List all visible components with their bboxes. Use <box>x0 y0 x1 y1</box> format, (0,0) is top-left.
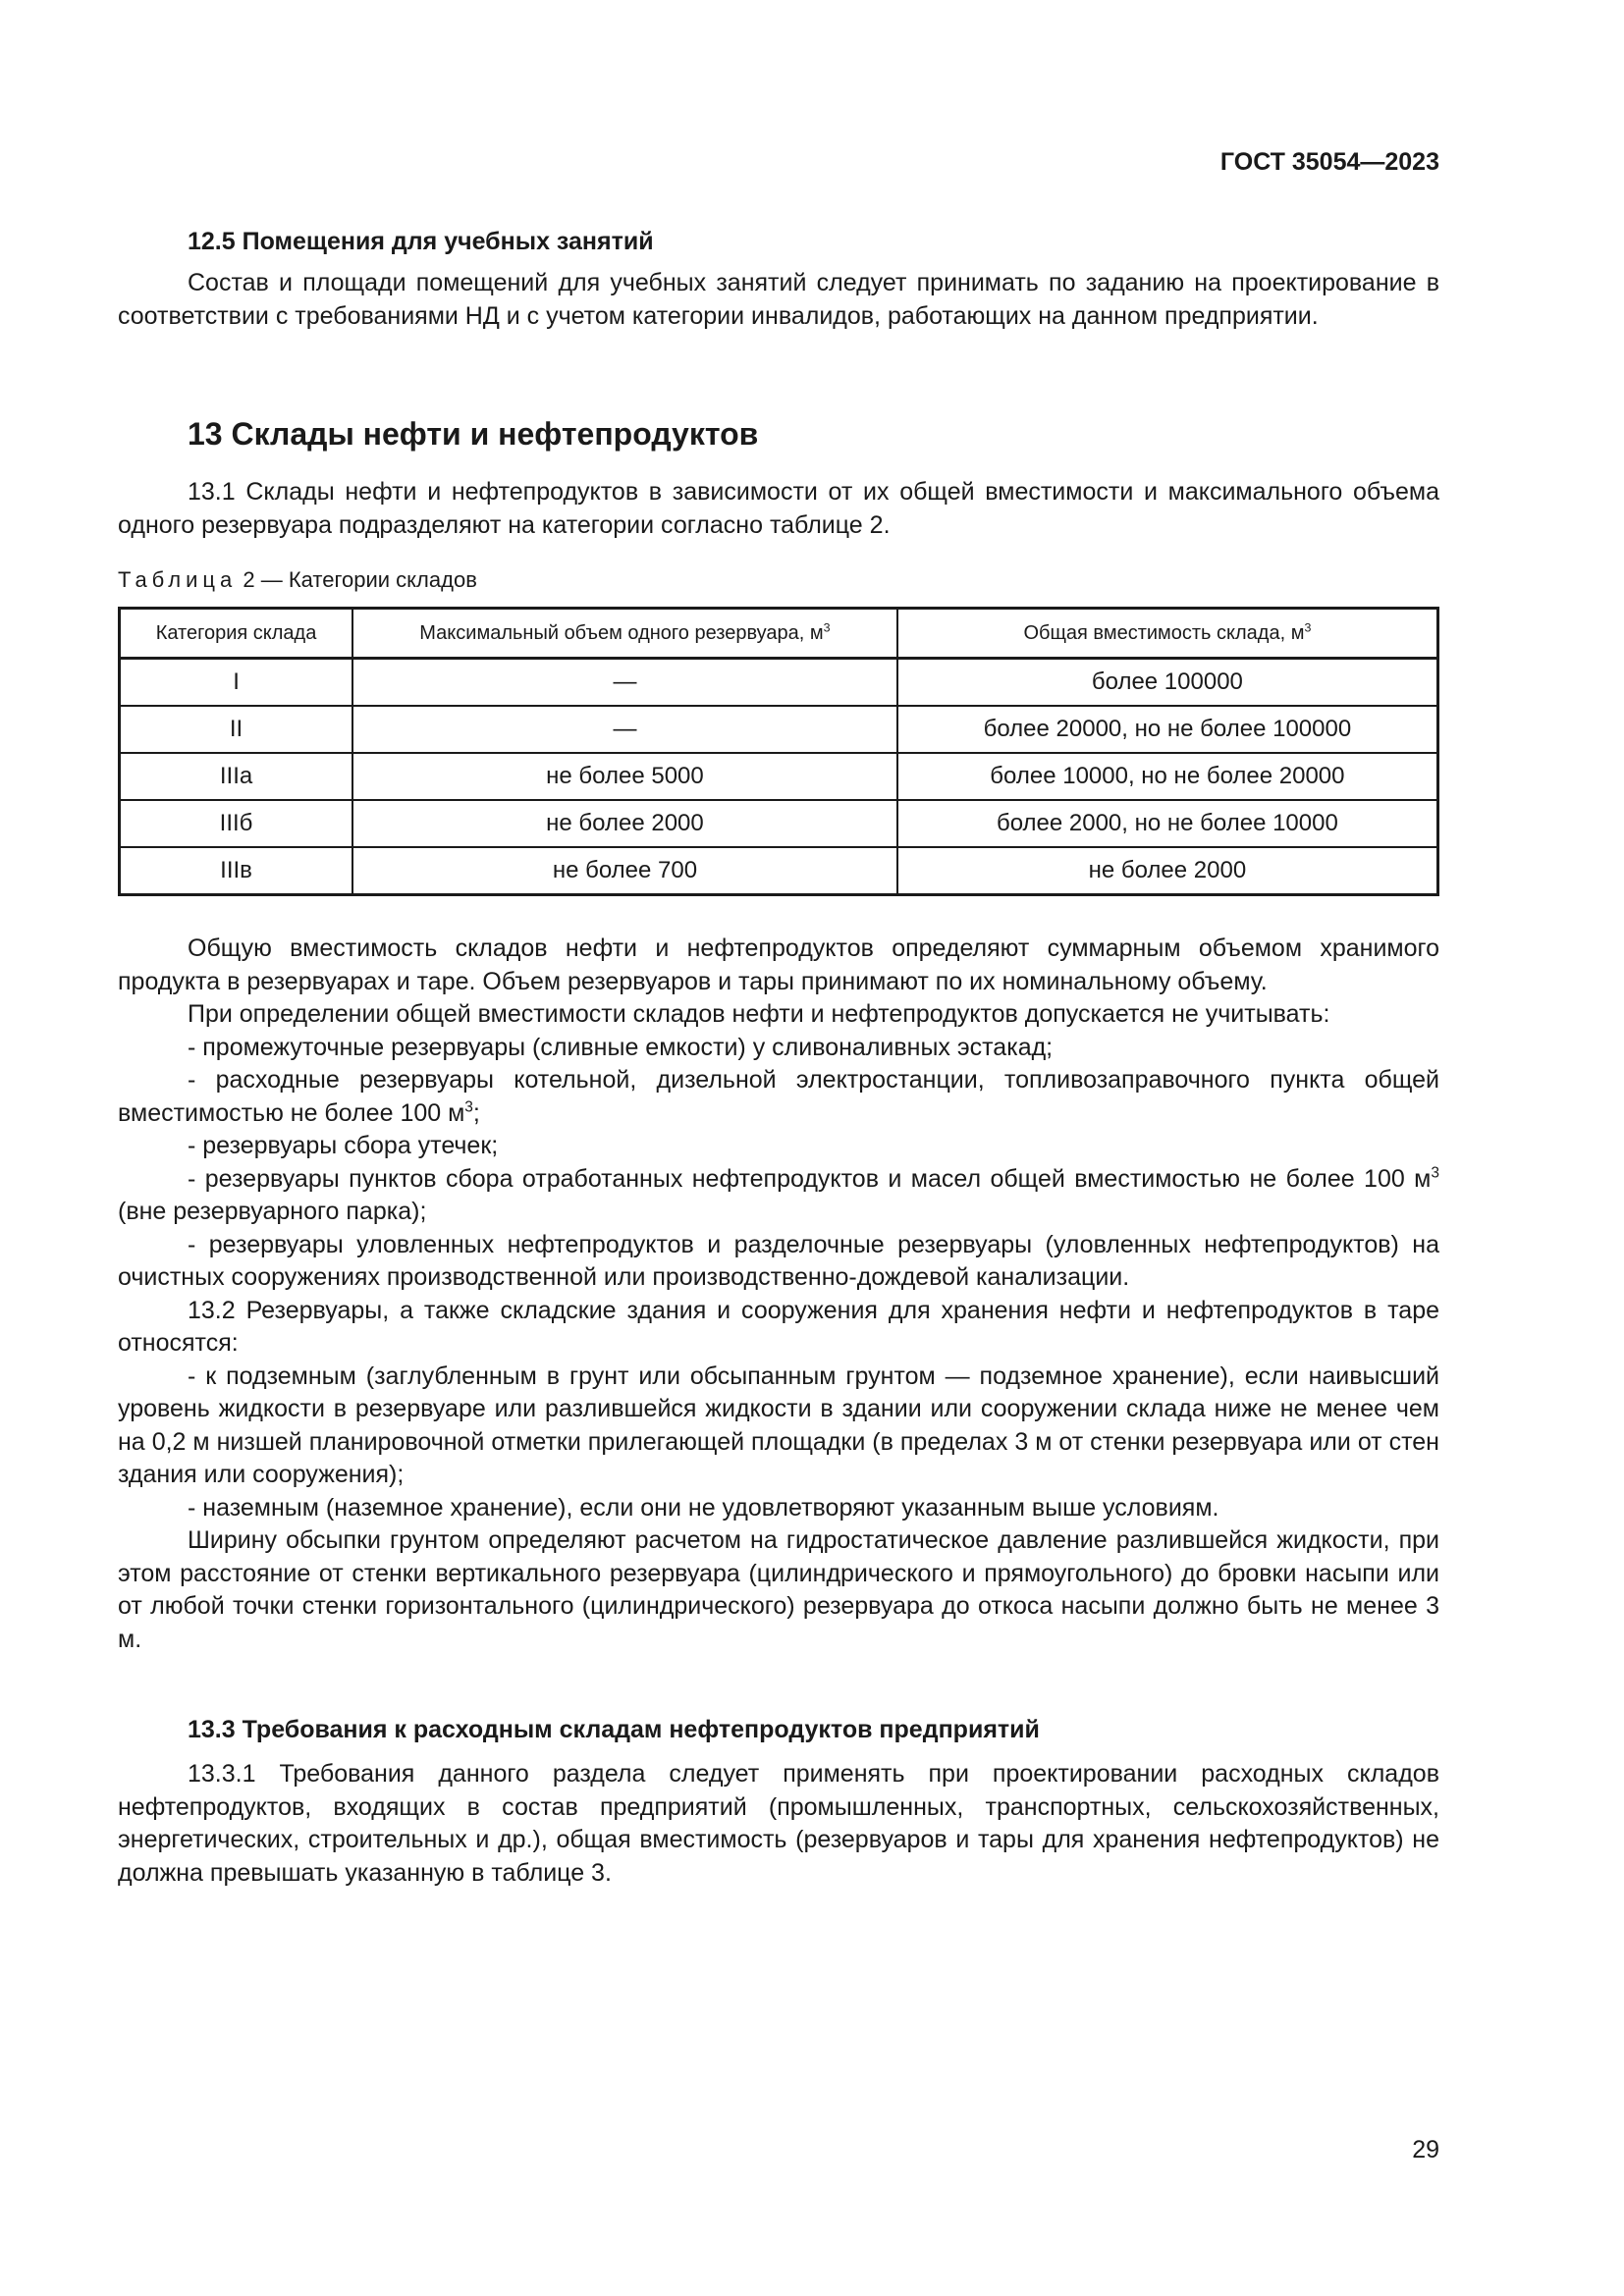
cell-category: I <box>120 659 353 707</box>
cell-total-capacity: более 2000, но не более 10000 <box>897 800 1438 847</box>
cell-total-capacity: более 20000, но не более 100000 <box>897 706 1438 753</box>
section-13-3-title: 13.3 Требования к расходным складам нефтепродуктов предприятий <box>188 1716 1040 1743</box>
cell-category: II <box>120 706 353 753</box>
table-header-row <box>120 609 1438 659</box>
paragraph: Общую вместимость складов нефти и нефтепродуктов определяют суммарным объемом хранимого продукта в резервуарах и таре. Объем резервуаров и тары принимают по их номинальному объему. <box>118 934 1439 995</box>
section-13-3-1-text <box>118 1758 1439 1890</box>
header-total-capacity: Общая вместимость склада, $м^3$ <box>897 609 1438 659</box>
table-row <box>120 753 1438 800</box>
list-item: - резервуары сбора утечек; <box>188 1132 499 1159</box>
unit-power: 3 <box>1431 1164 1439 1182</box>
table-row <box>120 847 1438 895</box>
table-caption <box>118 567 477 593</box>
list-item: - резервуары пунктов сбора отработанных нефтепродуктов и масел общей вместимостью не более 100 $м^3$ (вне резервуарного парка); <box>118 1164 1439 1225</box>
list-item: - расходные резервуары котельной, дизельной электростанции, топливозаправочного пункта общей вместимостью не более 100 $м^3$; <box>118 1066 1439 1127</box>
paragraph: Ширину обсыпки грунтом определяют расчетом на гидростатическое давление разлившейся жидкости, при этом расстояние от стенки вертикального резервуара (цилиндрического и прямоугольного) до бровки насыпи или от любой точки стенки горизонтального (цилиндрического) резервуара до откоса насыпи должно быть не менее 3 м. <box>118 1526 1439 1653</box>
cell-max-volume: не более 700 <box>352 847 897 895</box>
standard-number: ГОСТ 35054—2023 <box>1219 148 1439 176</box>
cell-max-volume: не более 5000 <box>352 753 897 800</box>
table-row <box>120 659 1438 707</box>
table-caption-title: 2 — Категории складов <box>243 567 477 592</box>
header-max-volume: Максимальный объем одного резервуара, $м^3$ <box>352 609 897 659</box>
cell-max-volume: — <box>352 659 897 707</box>
paragraph: 13.3.1 Требования данного раздела следует применять при проектировании расходных складов нефтепродуктов, входящих в состав предприятий (промышленных, транспортных, сельскохозяйственных, энергетических, строительных и др.), общая вместимость (резервуаров и тары для хранения нефтепродуктов) не должна превышать указанную в таблице 3. <box>118 1760 1439 1887</box>
list-item: - промежуточные резервуары (сливные емкости) у сливоналивных эстакад; <box>188 1033 1054 1061</box>
section-13-title: 13 Склады нефти и нефтепродуктов <box>188 416 759 452</box>
paragraph: Состав и площади помещений для учебных занятий следует принимать по заданию на проектирование в соответствии с требованиями НД и с учетом категории инвалидов, работающих на данном предприятии. <box>118 269 1439 330</box>
header-category: Категория склада <box>120 609 353 659</box>
body-text <box>118 933 1439 1656</box>
table-row <box>120 706 1438 753</box>
table-caption-word: Таблица <box>118 567 238 592</box>
list-item: - наземным (наземное хранение), если они не удовлетворяют указанным выше условиям. <box>188 1493 1219 1522</box>
cell-max-volume: — <box>352 706 897 753</box>
cell-total-capacity: более 100000 <box>897 659 1438 707</box>
paragraph: 13.2 Резервуары, а также складские здания и сооружения для хранения нефти и нефтепродуктов в таре относятся: <box>118 1296 1439 1357</box>
unit-power: 3 <box>1304 619 1312 634</box>
cell-category: IIIа <box>120 753 353 800</box>
section-12-5-text <box>118 267 1439 333</box>
unit-power: 3 <box>464 1098 473 1116</box>
table-row <box>120 800 1438 847</box>
page-number: 29 <box>1412 2136 1439 2163</box>
unit-power: 3 <box>823 619 831 634</box>
cell-max-volume: не более 2000 <box>352 800 897 847</box>
cell-total-capacity: не более 2000 <box>897 847 1438 895</box>
list-item: - к подземным (заглубленным в грунт или обсыпанным грунтом — подземное хранение), если наивысший уровень жидкости в резервуаре или разлившейся жидкости в здании или сооружении склада ниже не менее чем на 0,2 м низшей планировочной отметки прилегающей площадки (в пределах 3 м от стенки резервуара или от стен здания или сооружения); <box>118 1362 1439 1488</box>
cell-total-capacity: более 10000, но не более 20000 <box>897 753 1438 800</box>
paragraph: 13.1 Склады нефти и нефтепродуктов в зависимости от их общей вместимости и максимального объема одного резервуара подразделяют на категории согласно таблице 2. <box>118 478 1439 539</box>
cell-category: IIIб <box>120 800 353 847</box>
section-13-1-text <box>118 476 1439 542</box>
categories-table <box>118 607 1439 896</box>
paragraph: При определении общей вместимости складов нефти и нефтепродуктов допускается не учитывать: <box>188 1000 1330 1028</box>
list-item: - резервуары уловленных нефтепродуктов и разделочные резервуары (уловленных нефтепродуктов) на очистных сооружениях производственной или производственно-дождевой канализации. <box>118 1230 1439 1291</box>
section-12-5-title: 12.5 Помещения для учебных занятий <box>188 228 654 255</box>
cell-category: IIIв <box>120 847 353 895</box>
